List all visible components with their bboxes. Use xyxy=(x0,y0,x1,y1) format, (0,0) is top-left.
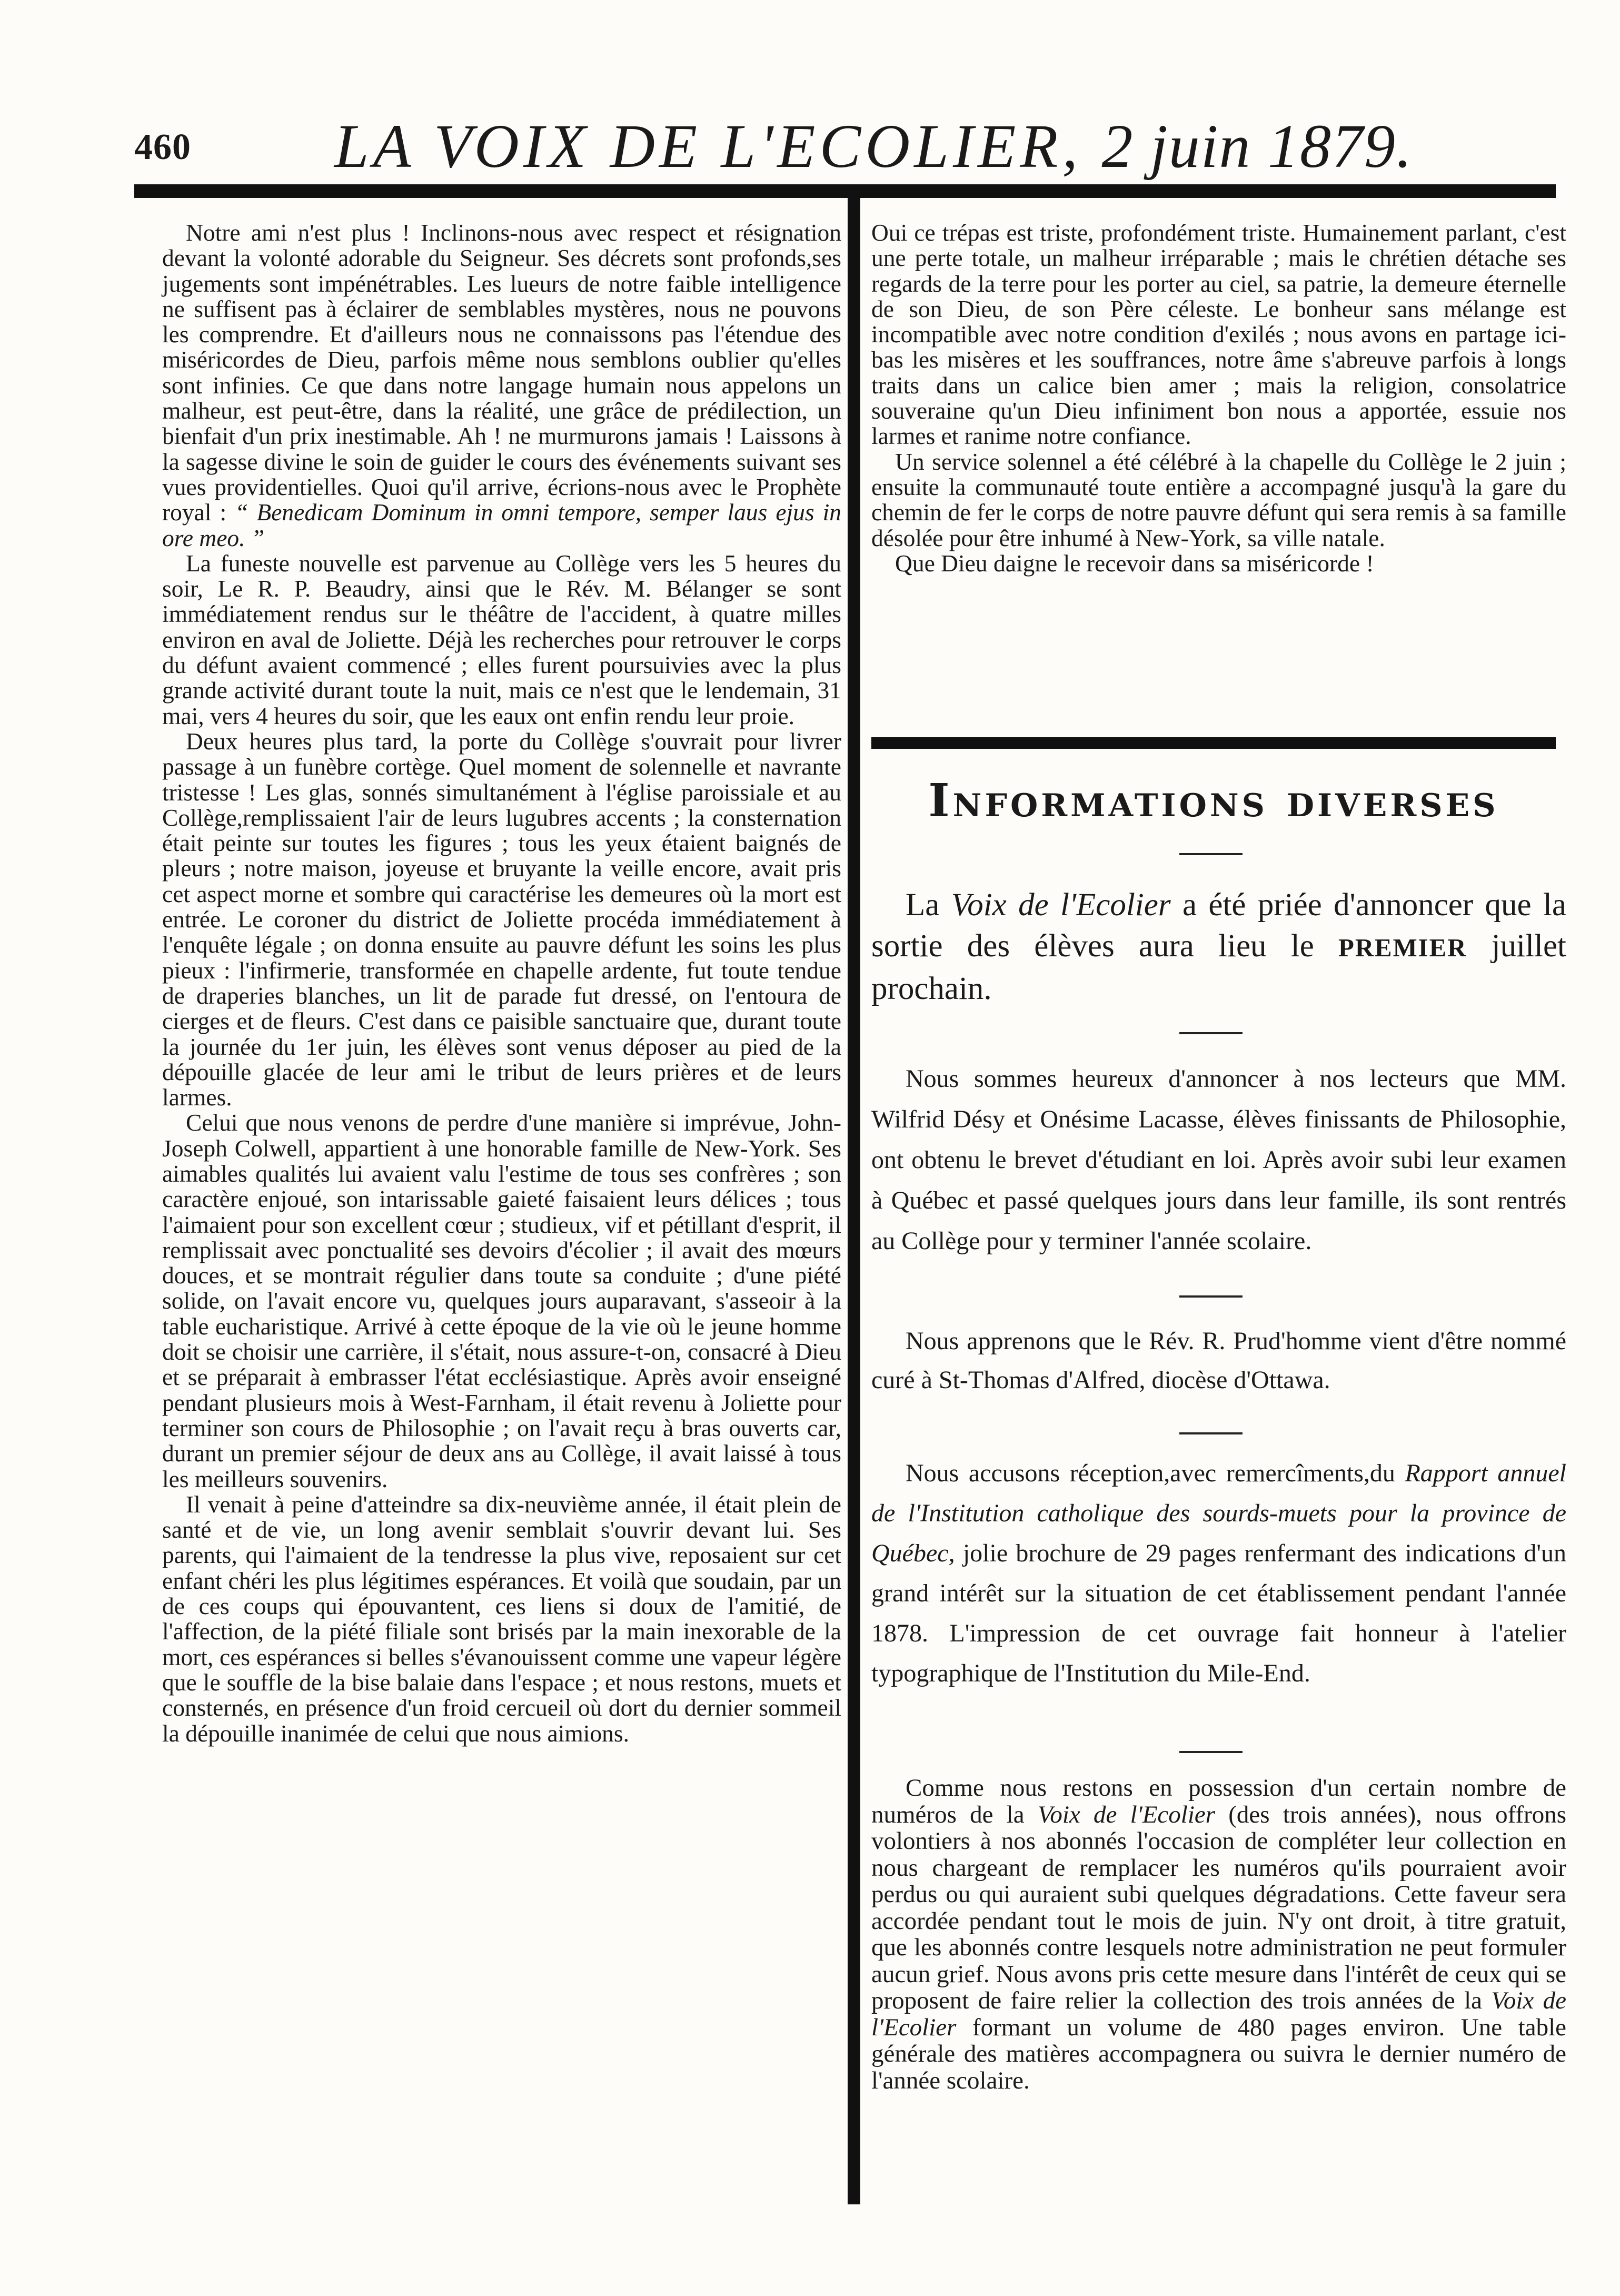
news-text: Nous apprenons que le Rév. R. Prud'homme vient d'être nommé curé à St-Thomas d'Alfred, diocèse d'Ottawa. xyxy=(871,1327,1566,1394)
news-text xyxy=(871,1453,1566,1694)
article-paragraph: Oui ce trépas est triste, profondément triste. Humainement parlant, c'est une perte totale, un malheur irréparable ; mais le chrétien détache ses regards de la terre pour les porter au ciel, sa patrie, la demeure éternelle de son Dieu, de son Père céleste. Le bonheur sans mélange est incompatible avec notre condition d'exilés ; nous avons en partage ici-bas les misères et les souffrances, notre âme s'abreuve parfois à longs traits dans un calice bien amer ; mais la religion, consolatrice souveraine qu'un Dieu infiniment bon nous a apportée, essuie nos larmes et ranime notre confiance. xyxy=(871,219,1566,450)
paragraph-text: Notre ami n'est plus ! Inclinons-nous avec respect et résignation devant la volonté adorable du Seigneur. Ses décrets sont profonds,ses jugements sont impénétrables. Les lueurs de notre faible intelligence ne suffisent pas à éclairer de semblables mystères, nous ne pouvons les comprendre. Et d'ailleurs nous ne connaissons pas l'étendue des miséricordes de Dieu, parfois même nous semblons oublier qu'elles sont infinies. Ce que dans notre langage humain nous appelons un malheur, est peut-être, dans la réalité, une grâce de prédilection, un bienfait d'un prix inestimable. Ah ! ne murmurons jamais ! Laissons à la sagesse divine le soin de guider le cours des événements suivant ses vues providentielles. Quoi qu'il arrive, écrions-nous avec le Prophète royal : xyxy=(162,219,841,526)
article-paragraph: Deux heures plus tard, la porte du Collège s'ouvrait pour livrer passage à un funèbre cortège. Quel moment de solennelle et navrante tristesse ! Les glas, sonnés simultanément à l'église paroissiale et au Collège,remplissaient l'air de leurs lugubres accents ; la consternation était peinte sur toutes les figures ; tous les yeux étaient baignés de pleurs ; notre maison, joyeuse et bruyante la veille encore, avait pris cet aspect morne et sombre qui caractérise les demeures où la mort est entrée. Le coroner du district de Joliette procéda immédiatement à l'enquête légale ; on donna ensuite au pauvre défunt les soins les plus pieux : l'infirmerie, transformée en chapelle ardente, fut toute tendue de draperies blanches, un lit de parade fut dressé, on l'entoura de cierges et de fleurs. C'est dans ce paisible sanctuaire que, durant toute la journée du 1er juin, les élèves sont venus déposer au pied de la dépouille glacée de leur ami le tribut de leurs prières et de leurs larmes. xyxy=(162,727,841,1111)
section-title: Informations diverses xyxy=(928,774,1499,827)
page-number: 460 xyxy=(134,127,191,167)
news-text-part: Nous accusons réception,avec remercîments,du xyxy=(906,1459,1405,1487)
article-paragraph: Un service solennel a été célébré à la chapelle du Collège le 2 juin ; ensuite la communauté toute entière a accompagné jusqu'à la gare du chemin de fer le corps de notre pauvre défunt qui sera remis à sa famille désolée pour être inhumé à New-York, sa ville natale. xyxy=(871,448,1566,551)
article-paragraph: Celui que nous venons de perdre d'une manière si imprévue, John-Joseph Colwell, appartient à une honorable famille de New-York. Ses aimables qualités lui avaient valu l'estime de tous ses confrères ; son caractère enjoué, son intarissable gaieté faisaient leurs délices ; tous l'aimaient pour son excellent cœur ; studieux, vif et pétillant d'esprit, il remplissait avec ponctualité ses devoirs d'écolier ; il avait des mœurs douces, et se montrait régulier dans toute sa conduite ; d'une piété solide, on l'avait encore vu, quelques jours auparavant, s'asseoir à la table eucharistique. Arrivé à cette époque de la vie où le jeune homme doit se choisir une carrière, il s'était, nous assure-t-on, consacré à Dieu et se préparait à embrasser l'état ecclésiastique. Après avoir enseigné pendant plusieurs mois à West-Farnham, il était revenu à Joliette pour terminer son cours de Philosophie ; on l'avait reçu à bras ouverts car, durant un premier séjour de deux ans au Collège, il avait laissé à tous les meilleurs souvenirs. xyxy=(162,1109,841,1492)
short-divider xyxy=(1179,1751,1243,1753)
journal-name: LA VOIX DE L'ECOLIER, xyxy=(334,112,1082,181)
news-item xyxy=(871,885,1566,1010)
page-header xyxy=(134,111,1556,190)
news-item xyxy=(871,1775,1566,2094)
short-divider xyxy=(1179,1295,1243,1298)
journal-title xyxy=(334,111,1413,182)
news-text-part: jolie brochure de 29 pages renfermant des indications d'un grand intérêt sur la situation de cet établissement pendant l'année 1878. L'impression de cet ouvrage fait honneur à l'atelier typographique de l'Institution du Mile-End. xyxy=(871,1539,1566,1687)
journal-name-italic: Voix de l'Ecolier xyxy=(951,887,1171,923)
news-item xyxy=(871,1058,1566,1261)
column-divider xyxy=(848,198,860,2204)
news-item xyxy=(871,1322,1566,1400)
article-paragraph: Il venait à peine d'atteindre sa dix-neuvième année, il était plein de santé et de vie, un long avenir semblait s'ouvrir devant lui. Ses parents, qui l'aimaient de la tendresse la plus vive, reposaient sur cet enfant chéri les plus légitimes espérances. Et voilà que soudain, par un de ces coups qui épouvantent, ces liens si doux de l'amitié, de l'affection, de la piété filiale sont brisés par la main inexorable de la mort, ces espérances si belles s'évanouissent comme une vapeur légère que le souffle de la bise balaie dans l'espace ; et nous restons, muets et consternés, en présence d'un froid cercueil où dort du dernier sommeil la dépouille inanimée de celui que nous aimions. xyxy=(162,1490,841,1747)
article-paragraph xyxy=(162,220,841,551)
short-divider xyxy=(1179,853,1243,855)
report-title-italic: Rapport annuel de l'Institution catholique des sourds-muets pour la province de Québec, xyxy=(871,1459,1567,1567)
news-text-part: formant un volume de 480 pages environ. Une table générale des matières accompagnera ou suivra le dernier numéro de l'année scolaire. xyxy=(871,2013,1566,2094)
news-item xyxy=(871,1453,1566,1694)
news-text-part: La xyxy=(906,887,951,923)
section-rule xyxy=(871,737,1556,749)
journal-name-italic: Voix de l'Ecolier xyxy=(871,1987,1567,2041)
short-divider xyxy=(1179,1432,1243,1434)
news-text-part: (des trois années), nous offrons volontiers à nos abonnés l'occasion de compléter leur collection en nous chargeant de remplacer les numéros qu'ils pourraient avoir perdus ou qui auraient subi quelques dégradations. Cette faveur sera accordée pendant tout le mois de juin. N'y ont droit, à titre gratuit, que les abonnés contre lesquels notre administration ne peut formuler aucun grief. Nous avons pris cette mesure dans l'intérêt de ceux qui se proposent de faire relier la collection des trois années de la xyxy=(871,1800,1567,2014)
article-right-column xyxy=(871,220,1566,576)
article-left-column xyxy=(162,220,841,1746)
news-text-part: a été priée d'annoncer que la sortie des élèves aura lieu le xyxy=(871,887,1566,964)
issue-date: 2 juin 1879. xyxy=(1101,112,1413,181)
news-text xyxy=(871,885,1566,1010)
article-paragraph: Que Dieu daigne le recevoir dans sa miséricorde ! xyxy=(895,549,1374,577)
news-text xyxy=(871,1775,1566,2094)
article-paragraph: La funeste nouvelle est parvenue au Collège vers les 5 heures du soir, Le R. P. Beaudry, ainsi que le Rév. M. Bélanger se sont immédiatement rendus sur le théâtre de l'accident, à quatre milles environ en aval de Joliette. Déjà les recherches pour retrouver le corps du défunt avaient commencé ; elles furent poursuivies avec la plus grande activité durant toute la nuit, mais ce n'est que le lendemain, 31 mai, vers 4 heures du soir, que les eaux ont enfin rendu leur proie. xyxy=(162,549,841,729)
news-text-part: Comme nous restons en possession d'un certain nombre de numéros de la xyxy=(871,1774,1566,1828)
short-divider xyxy=(1179,1032,1243,1034)
journal-name-italic: Voix de l'Ecolier xyxy=(1037,1800,1216,1828)
latin-quote: “ Benedicam Dominum in omni tempore, semper laus ejus in ore meo. ” xyxy=(162,499,841,551)
news-text: Nous sommes heureux d'annoncer à nos lecteurs que MM. Wilfrid Désy et Onésime Lacasse, élèves finissants de Philosophie, ont obtenu le brevet d'étudiant en loi. Après avoir subi leur examen à Québec et passé quelques jours dans leur famille, ils sont rentrés au Collège pour y terminer l'année scolaire. xyxy=(871,1065,1566,1255)
small-caps-word: PREMIER xyxy=(1338,934,1467,962)
news-text-part: juillet prochain. xyxy=(871,928,1566,1006)
header-rule xyxy=(134,184,1556,198)
